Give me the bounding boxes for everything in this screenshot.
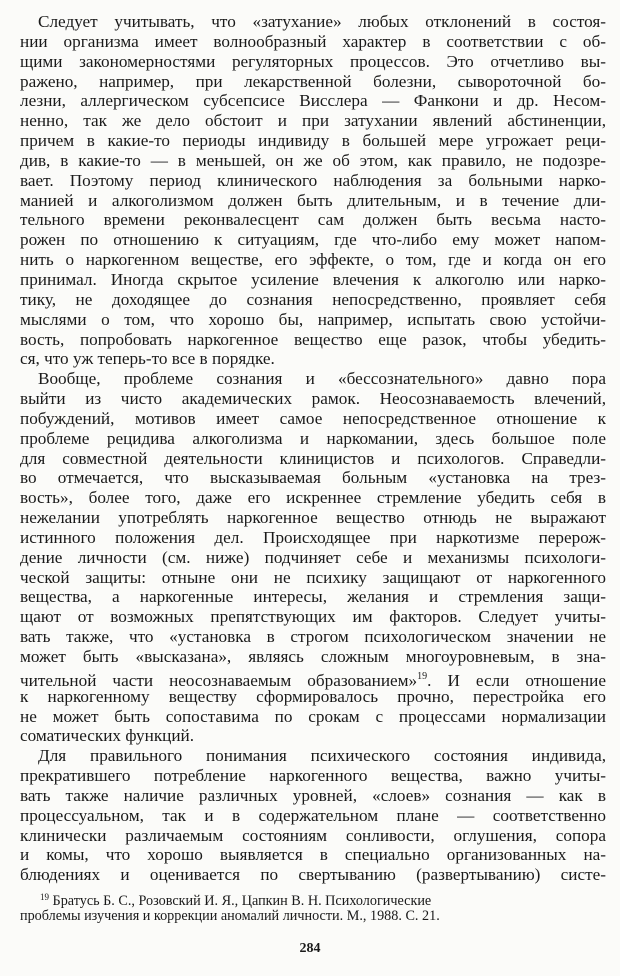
paragraph-line: во отмечается, что высказываемая больным «установка на трез- [20, 468, 606, 488]
paragraph-line: Следует учитывать, что «затухание» любых отклонений в состоя- [38, 12, 606, 31]
paragraph-line: ражено, например, при лекарственной болезни, сывороточной бо- [20, 71, 606, 91]
paragraph-line: истинного положения дел. Происходящее при наркотизме перерож- [20, 527, 606, 547]
paragraph-line: соматических функций. [20, 726, 195, 746]
paragraph-line: процессуальном, так и в содержательном плане — соответственно [20, 805, 606, 825]
page-number: 284 [299, 941, 321, 956]
paragraph-line: прекратившего потребление наркогенного вещества, важно учиты- [20, 766, 606, 786]
footnote-line [20, 888, 606, 907]
paragraph-line: тельного времени реконвалесцент сам должен быть весьма насто- [20, 210, 606, 230]
paragraph-line: проблеме рецидива алкоголизма и наркомании, здесь большое поле [20, 428, 606, 448]
paragraph-line: нежелании употреблять наркогенное вещество отнюдь не выражают [20, 508, 606, 528]
paragraph-line: блюдениях и оценивается по свертыванию (развертыванию) систе- [20, 865, 606, 885]
paragraph-line: ся, что уж теперь-то все в порядке. [20, 349, 275, 369]
paragraph-line: нии организма имеет волнообразный характер в соответствии с об- [20, 31, 606, 51]
paragraph-line: тику, не доходящее до сознания непосредственно, проявляет себя [20, 289, 606, 309]
paragraph-line: Вообще, проблеме сознания и «бессознательного» давно пора [38, 369, 606, 389]
footnote-marker: 19 [40, 892, 49, 902]
paragraph-line-tail: . И если отношение [427, 670, 606, 690]
body-text [20, 12, 606, 885]
paragraph-line: вещества, а наркогенные интересы, желания и стремления защи- [20, 587, 606, 607]
paragraph-line: побуждений, мотивов имеет самое непосредственное отношение к [20, 408, 606, 428]
paragraph-line: клинически различаемым состояниям сонливости, оглушения, сопора [20, 825, 606, 845]
paragraph-line: див, в какие-то — в меньшей, он же об этом, как правило, не подозре- [20, 150, 606, 170]
paragraph-line: щими закономерностями регуляторных процессов. Это отчетливо вы- [20, 51, 606, 71]
paragraph-line-with-footnote-ref [20, 667, 606, 690]
paragraph-line: мыслями о том, что хорошо бы, например, испытать свою устойчи- [20, 309, 606, 329]
paragraph-line: манией и алкоголизмом должен быть длительным, и в течение дли- [20, 190, 606, 210]
paragraph-line: может быть «высказана», являясь сложным многоуровневым, в зна- [20, 647, 606, 666]
paragraph-line: ненно, так же дело обстоит и при затухании явлений абстиненции, [20, 111, 606, 131]
paragraph-line: вает. Поэтому период клинического наблюдения за больными нарко- [20, 170, 606, 190]
paragraph-line: выйти из чисто академических рамок. Неосознаваемость влечений, [20, 389, 606, 409]
paragraph-line: для совместной деятельности клиницистов и психологов. Справедли- [20, 448, 606, 468]
paragraph-line: и комы, что хорошо выявляется в специально организованных на- [20, 845, 606, 865]
paragraph-line: щают от возможных препятствующих им факторов. Следует учиты- [20, 607, 606, 627]
paragraph-line: ческой защиты: отныне они не психику защищают от наркогенного [20, 567, 606, 587]
paragraph-line: вать также, что «установка в строгом психологическом значении не [20, 627, 606, 647]
paragraph-line-text: чительной части неосознаваемым образованием» [20, 670, 418, 690]
paragraph-line: рожен по отношению к ситуациям, где что-либо ему может напом- [20, 230, 606, 250]
paragraph-line: не может быть сопоставима по срокам с процессами нормализации [20, 706, 606, 726]
paragraph-line: вость», более того, даже его искреннее стремление убедить себя в [20, 488, 606, 508]
footnote [20, 888, 606, 926]
paragraph-line: вость, попробовать наркогенное вещество еще разок, чтобы убедить- [20, 329, 606, 349]
footnote-reference: 19 [417, 670, 428, 682]
paragraph-line: лезни, аллергическом субсепсисе Висслера — Фанкони и др. Несом- [20, 91, 606, 111]
paragraph-line: вать также наличие различных уровней, «слоев» сознания — как в [20, 785, 606, 805]
paragraph-line: к наркогенному веществу сформировалось прочно, перестройка его [20, 686, 606, 706]
paragraph-line: причем в какие-то периоды индивиду в большей мере угрожает реци- [20, 131, 606, 151]
footnote-text: проблемы изучения и коррекции аномалий личности. М., 1988. С. 21. [20, 908, 440, 924]
paragraph-line: принимал. Иногда скрытое усиление влечения к алкоголю или нарко- [20, 269, 606, 289]
paragraph-line: дение личности (см. ниже) подчиняет себе и механизмы психологи- [20, 547, 606, 567]
paragraph-line: Для правильного понимания психического состояния индивида, [38, 746, 606, 766]
paragraph-line: нить о наркогенном веществе, его эффекте, о том, где и когда он его [20, 250, 606, 270]
footnote-text: Братусь Б. С., Розовский И. Я., Цапкин В. Н. Психологические [52, 893, 432, 909]
footnote-line [20, 907, 606, 926]
